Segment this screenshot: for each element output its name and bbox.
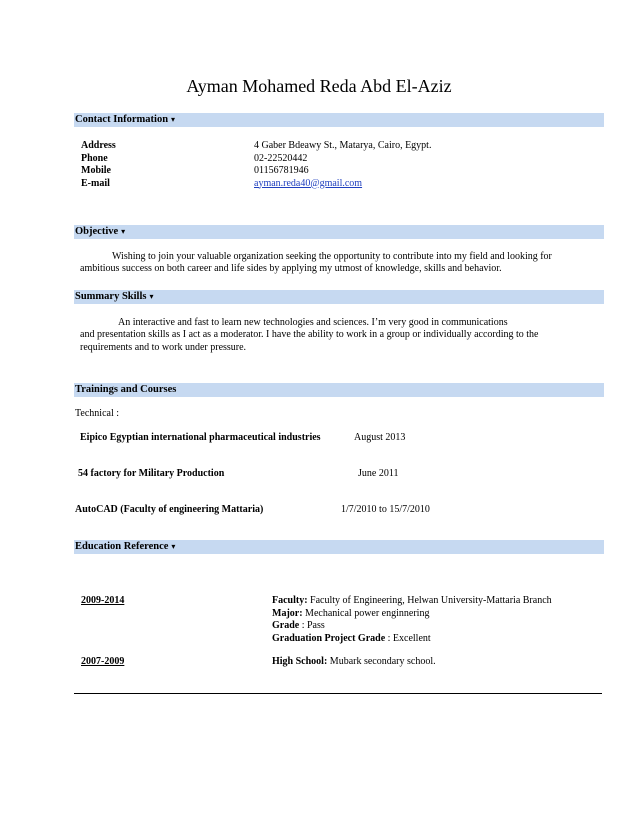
grade-label: Grade bbox=[272, 620, 300, 631]
section-title: Education Reference bbox=[75, 541, 169, 552]
education-project-grade bbox=[272, 633, 592, 646]
objective-text bbox=[80, 251, 585, 276]
major-label: Major: bbox=[272, 607, 303, 619]
faculty-label: Faculty: bbox=[272, 595, 308, 606]
contact-value-mobile: 01156781946 bbox=[254, 165, 309, 176]
training-date: 1/7/2010 to 15/7/2010 bbox=[341, 504, 430, 515]
contact-label-phone: Phone bbox=[81, 152, 108, 164]
contact-label-address: Address bbox=[81, 140, 116, 151]
section-title: Objective bbox=[75, 226, 119, 237]
section-title: Trainings and Courses bbox=[75, 384, 177, 395]
contact-value-phone: 02-22520442 bbox=[254, 152, 308, 164]
education-details bbox=[272, 595, 592, 645]
section-title: Contact Information bbox=[75, 114, 169, 125]
major-value: Mechanical power enginnering bbox=[305, 607, 430, 619]
high-school-value: Mubark secondary school. bbox=[329, 656, 436, 667]
training-category: Technical : bbox=[75, 408, 119, 419]
section-header-education bbox=[74, 540, 604, 554]
faculty-value: Faculty of Engineering, Helwan University-Mattaria Branch bbox=[310, 595, 552, 606]
summary-text bbox=[80, 317, 585, 354]
training-name: Eipico Egyptian international pharmaceutical industries bbox=[80, 432, 321, 443]
grade-value: : Pass bbox=[301, 620, 325, 631]
email-link[interactable]: ayman.reda40@gmail.com bbox=[254, 177, 363, 189]
resume-name: Ayman Mohamed Reda Abd El-Aziz bbox=[186, 76, 452, 96]
bottom-divider bbox=[74, 693, 602, 694]
summary-line: and presentation skills as I act as a moderator. I have the ability to work in a group or individually according to the bbox=[80, 329, 539, 341]
training-name: AutoCAD (Faculty of engineering Mattaria) bbox=[75, 504, 264, 515]
section-header-summary bbox=[74, 290, 604, 304]
project-grade-value: : Excellent bbox=[387, 632, 431, 644]
caret-down-icon: ▾ bbox=[149, 292, 154, 301]
education-years: 2009-2014 bbox=[81, 595, 125, 606]
training-name: 54 factory for Military Production bbox=[78, 468, 225, 479]
caret-down-icon: ▾ bbox=[171, 542, 176, 551]
education-grade bbox=[272, 620, 592, 633]
section-header-objective bbox=[74, 225, 604, 239]
education-years: 2007-2009 bbox=[81, 656, 125, 667]
summary-line: requirements and to work under pressure. bbox=[80, 341, 247, 353]
summary-line: An interactive and fast to learn new technologies and sciences. I’m very good in communications bbox=[118, 317, 508, 328]
section-title: Summary Skills bbox=[75, 291, 147, 302]
objective-line: Wishing to join your valuable organization seeking the opportunity to contribute into my field and looking for bbox=[112, 251, 552, 262]
section-header-trainings bbox=[74, 383, 604, 397]
caret-down-icon: ▾ bbox=[171, 115, 176, 124]
objective-line: ambitious success on both career and life sides by applying my utmost of knowledge, skills and behavior. bbox=[80, 263, 502, 275]
contact-label-mobile: Mobile bbox=[81, 165, 111, 176]
caret-down-icon: ▾ bbox=[121, 227, 126, 236]
high-school-label: High School: bbox=[272, 656, 328, 667]
education-high-school bbox=[272, 656, 436, 669]
contact-label-email: E-mail bbox=[81, 177, 110, 189]
training-date: June 2011 bbox=[358, 468, 399, 479]
education-faculty bbox=[272, 595, 592, 608]
contact-value-address: 4 Gaber Bdeawy St., Matarya, Cairo, Egypt. bbox=[254, 140, 432, 151]
project-grade-label: Graduation Project Grade bbox=[272, 632, 386, 644]
section-header-contact bbox=[74, 113, 604, 127]
education-major bbox=[272, 608, 592, 621]
training-date: August 2013 bbox=[354, 432, 406, 443]
